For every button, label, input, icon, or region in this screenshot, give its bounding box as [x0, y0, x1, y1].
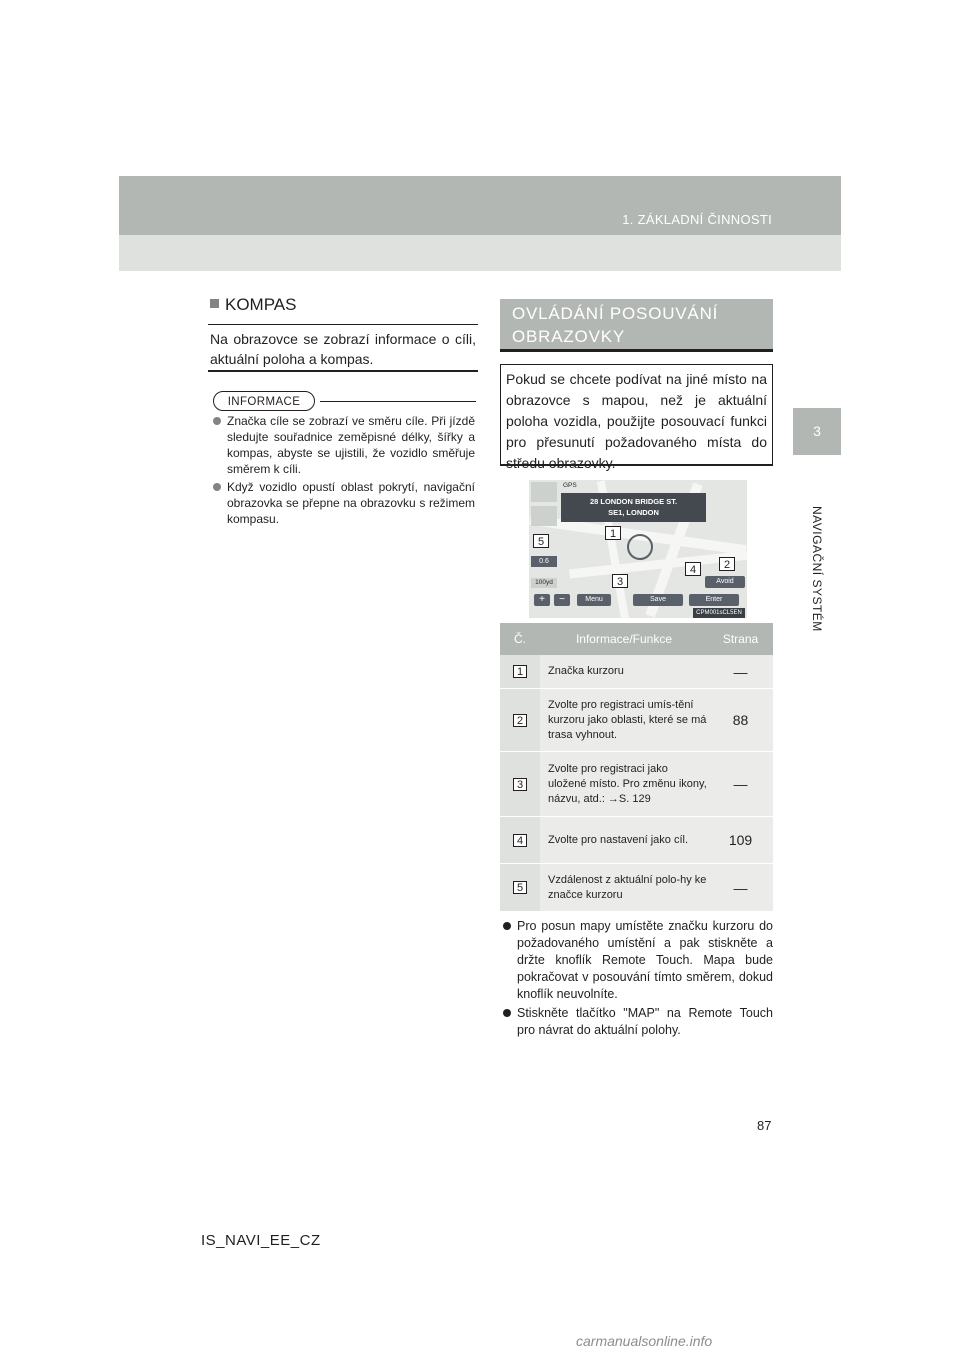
bullet-text: Stiskněte tlačítko "MAP" na Remote Touch pro návrat do aktuální polohy.	[517, 1006, 773, 1037]
square-bullet-icon	[210, 299, 219, 308]
list-item	[503, 1005, 773, 1039]
header-page: Strana	[722, 632, 759, 646]
kompas-intro: Na obrazovce se zobrazí informace o cíli, aktuální poloha a kompas.	[208, 324, 478, 372]
row-text: Značka kurzoru	[540, 655, 708, 688]
zoom-in-button[interactable]: +	[534, 594, 550, 606]
zoom-out-button[interactable]: −	[554, 594, 570, 606]
kompas-heading	[210, 295, 296, 315]
save-button[interactable]: Save	[633, 594, 683, 606]
header-info: Informace/Funkce	[575, 632, 673, 646]
compass-icon	[531, 482, 557, 502]
kompas-heading-text: KOMPAS	[225, 295, 297, 314]
address-banner	[561, 493, 706, 522]
row-no	[500, 817, 540, 863]
scroll-intro: Pokud se chcete podívat na jiné místo na obrazovce s mapou, než je aktuální poloha vozidla, použijte posouvací funkci pro přesunutí požadovaného místa do středu obrazovky.	[500, 364, 773, 466]
table-row	[500, 817, 773, 864]
header-subband	[119, 235, 841, 271]
list-item	[213, 479, 475, 527]
callout-2: 2	[719, 557, 735, 571]
section-title: 1. ZÁKLADNÍ ČINNOSTI	[622, 212, 772, 227]
footer-code: IS_NAVI_EE_CZ	[201, 1232, 321, 1249]
callout-3: 3	[612, 574, 628, 588]
map-mode-icon	[531, 506, 557, 526]
row-number: 2	[513, 714, 527, 727]
chapter-tab: 3	[793, 408, 841, 455]
avoid-button[interactable]: Avoid	[705, 576, 745, 588]
bullet-icon	[503, 1009, 511, 1017]
table-row	[500, 655, 773, 689]
row-no	[500, 864, 540, 911]
menu-button[interactable]: Menu	[577, 594, 611, 606]
row-page: —	[708, 655, 773, 688]
row-no	[500, 689, 540, 751]
image-code: CPM001sCL5EN	[693, 608, 745, 618]
row-no	[500, 752, 540, 816]
table-row	[500, 752, 773, 817]
map-screenshot	[529, 480, 747, 618]
info-table	[500, 623, 773, 912]
row-no	[500, 655, 540, 688]
scale-readout: 100yd	[531, 578, 557, 588]
cursor-icon	[627, 534, 653, 560]
callout-5: 5	[533, 534, 549, 548]
row-text: Vzdálenost z aktuální polo-hy ke značce kurzoru	[540, 864, 708, 911]
info-tag: INFORMACE	[213, 391, 315, 411]
bullet-text: Značka cíle se zobrazí ve směru cíle. Při jízdě sledujte souřadnice zeměpisné délky, šířky a kompas, abyste se ujistili, že vozidlo směřuje směrem k cíli.	[227, 414, 475, 476]
callout-1: 1	[605, 526, 621, 540]
info-bullets	[213, 413, 475, 529]
enter-button[interactable]: Enter	[689, 594, 739, 606]
gps-label: GPS	[563, 482, 577, 489]
scroll-heading: OVLÁDÁNÍ POSOUVÁNÍ OBRAZOVKY	[500, 299, 773, 352]
row-number: 1	[513, 665, 527, 678]
page-number: 87	[757, 1118, 772, 1133]
row-text: Zvolte pro registraci umís-tění kurzoru jako oblasti, které se má trasa vyhnout.	[540, 689, 708, 751]
banner-line2: SE1, LONDON	[608, 508, 659, 517]
row-page: —	[708, 864, 773, 911]
bullet-text: Pro posun mapy umístěte značku kurzoru do požadovaného umístění a pak stiskněte a držte knoflík Remote Touch. Mapa bude pokračovat v posouvání tímto směrem, dokud knoflík neuvolníte.	[517, 919, 773, 1001]
bullet-text: Když vozidlo opustí oblast pokrytí, navigační obrazovka se přepne na obrazovku s režimem kompasu.	[227, 480, 475, 526]
row-number: 3	[513, 778, 527, 791]
list-item	[213, 413, 475, 477]
banner-line1: 28 LONDON BRIDGE ST.	[589, 497, 678, 506]
list-item	[503, 918, 773, 1003]
bullet-icon	[503, 922, 511, 930]
table-header	[500, 623, 773, 655]
callout-4: 4	[685, 562, 701, 576]
row-text: Zvolte pro registraci jako uložené místo. Pro změnu ikony, názvu, atd.: →S. 129	[540, 752, 708, 816]
scroll-bullets	[503, 918, 773, 1041]
row-number: 4	[513, 834, 527, 847]
bullet-icon	[213, 483, 221, 491]
table-row	[500, 864, 773, 912]
bullet-icon	[213, 417, 221, 425]
row-page: 88	[708, 689, 773, 751]
chapter-label: NAVIGAČNÍ SYSTÉM	[810, 506, 824, 632]
table-row	[500, 689, 773, 752]
row-text: Zvolte pro nastavení jako cíl.	[540, 817, 708, 863]
watermark: carmanualsonline.info	[576, 1333, 713, 1349]
header-no: Č.	[514, 632, 526, 646]
row-page: —	[708, 752, 773, 816]
row-page: 109	[708, 817, 773, 863]
row-number: 5	[513, 881, 527, 894]
distance-readout: 0.6	[531, 556, 557, 567]
info-divider	[320, 401, 476, 402]
